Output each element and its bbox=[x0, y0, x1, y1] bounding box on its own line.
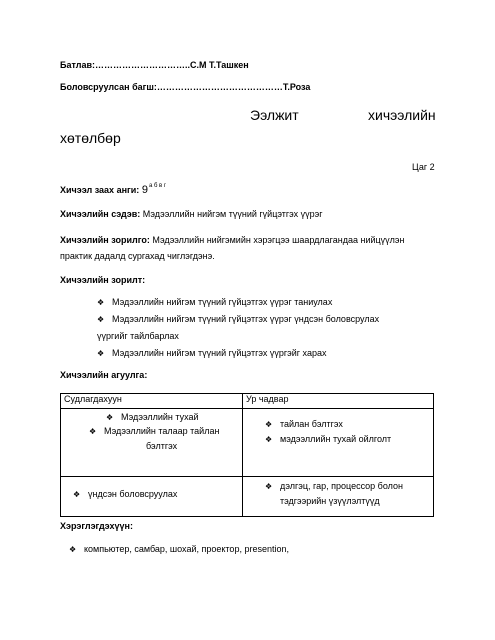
tool-item: ❖ компьютер, самбар, шохай, проектор, presention, bbox=[69, 544, 289, 554]
goal-text-1: Мэдээллийн нийгэмийн хэрэгцээ шаардлагандаа нийцүүлэн bbox=[152, 235, 405, 245]
diamond-bullet-icon: ❖ bbox=[265, 435, 273, 444]
topic-label: Хичээлийн сэдэв: bbox=[60, 209, 141, 219]
tools-label: Хэрэглэгдэхүүн: bbox=[60, 521, 133, 531]
table-cell-subject bbox=[61, 477, 243, 517]
objective-item-continuation: үүргийг тайлбарлах bbox=[97, 331, 179, 341]
topic-value: Мэдээллийн нийгэм түүний гүйцэтгэх үүрэг bbox=[142, 209, 323, 219]
title-word-1: Ээлжит bbox=[250, 107, 299, 123]
topic-line bbox=[60, 209, 323, 219]
approval-dots: ………………………….. bbox=[95, 60, 191, 70]
approval-label: Батлав: bbox=[60, 60, 96, 70]
list-item: ❖ Мэдээллийн тухай bbox=[106, 412, 199, 422]
class-label: Хичээл заах анги: bbox=[60, 185, 140, 195]
list-item: ❖ үндсэн боловсруулах bbox=[73, 489, 178, 499]
diamond-bullet-icon: ❖ bbox=[97, 315, 105, 324]
objective-item: ❖ Мэдээллийн нийгэм түүний гүйцэтгэх үүргэйг харах bbox=[97, 348, 327, 358]
content-label: Хичээлийн агуулга: bbox=[60, 370, 148, 380]
objective-item: ❖ Мэдээллийн нийгэм түүний гүйцэтгэх үүрэг таниулах bbox=[97, 297, 333, 307]
content-table bbox=[60, 393, 434, 517]
class-grade: 9 bbox=[141, 184, 148, 196]
teacher-dots: …………………………………… bbox=[156, 82, 283, 92]
diamond-bullet-icon: ❖ bbox=[97, 298, 105, 307]
table-header-skill: Ур чадвар bbox=[243, 394, 434, 409]
diamond-bullet-icon: ❖ bbox=[106, 413, 114, 422]
table-cell-skill bbox=[243, 409, 434, 477]
teacher-line bbox=[60, 82, 310, 92]
diamond-bullet-icon: ❖ bbox=[69, 545, 77, 554]
teacher-label: Боловсруулсан багш: bbox=[60, 82, 157, 92]
title-word-3: хөтөлбөр bbox=[60, 130, 121, 146]
list-item: ❖ Мэдээллийн талаар тайлан bbox=[89, 426, 220, 436]
diamond-bullet-icon: ❖ bbox=[97, 349, 105, 358]
list-item-continuation: бэлтгэх bbox=[146, 441, 178, 451]
diamond-bullet-icon: ❖ bbox=[89, 427, 97, 436]
list-item: ❖ мэдээллийн тухай ойлголт bbox=[265, 434, 392, 444]
goal-label: Хичээлийн зорилго: bbox=[60, 235, 150, 245]
table-header-subject: Судлагдахуун bbox=[61, 394, 243, 409]
diamond-bullet-icon: ❖ bbox=[265, 482, 273, 491]
list-item: ❖ тайлан бэлтгэх bbox=[265, 419, 343, 429]
goal-line bbox=[60, 235, 404, 245]
table-cell-skill bbox=[243, 477, 434, 517]
approval-line bbox=[60, 60, 249, 70]
list-item: ❖ дэлгэц, гар, процессор болон bbox=[265, 481, 403, 491]
approval-name: С.М Т.Ташкен bbox=[190, 60, 249, 70]
objectives-label: Хичээлийн зорилт: bbox=[60, 275, 146, 285]
goal-text-2: практик дадалд сургахад чиглэгдэнэ. bbox=[60, 251, 215, 261]
diamond-bullet-icon: ❖ bbox=[73, 490, 81, 499]
list-item-continuation: тэдгээрийн үзүүлэлтүүд bbox=[280, 496, 380, 506]
hour-label: Цаг 2 bbox=[412, 162, 435, 172]
teacher-name: Т.Роза bbox=[282, 82, 311, 92]
class-line bbox=[60, 183, 166, 196]
objective-item: ❖ Мэдээллийн нийгэм түүний гүйцэтгэх үүрэг үндсэн боловсрулах bbox=[97, 314, 380, 324]
table-cell-subject bbox=[61, 409, 243, 477]
diamond-bullet-icon: ❖ bbox=[265, 420, 273, 429]
class-sections: а б в г bbox=[148, 183, 167, 189]
title-word-2: хичээлийн bbox=[368, 107, 436, 123]
